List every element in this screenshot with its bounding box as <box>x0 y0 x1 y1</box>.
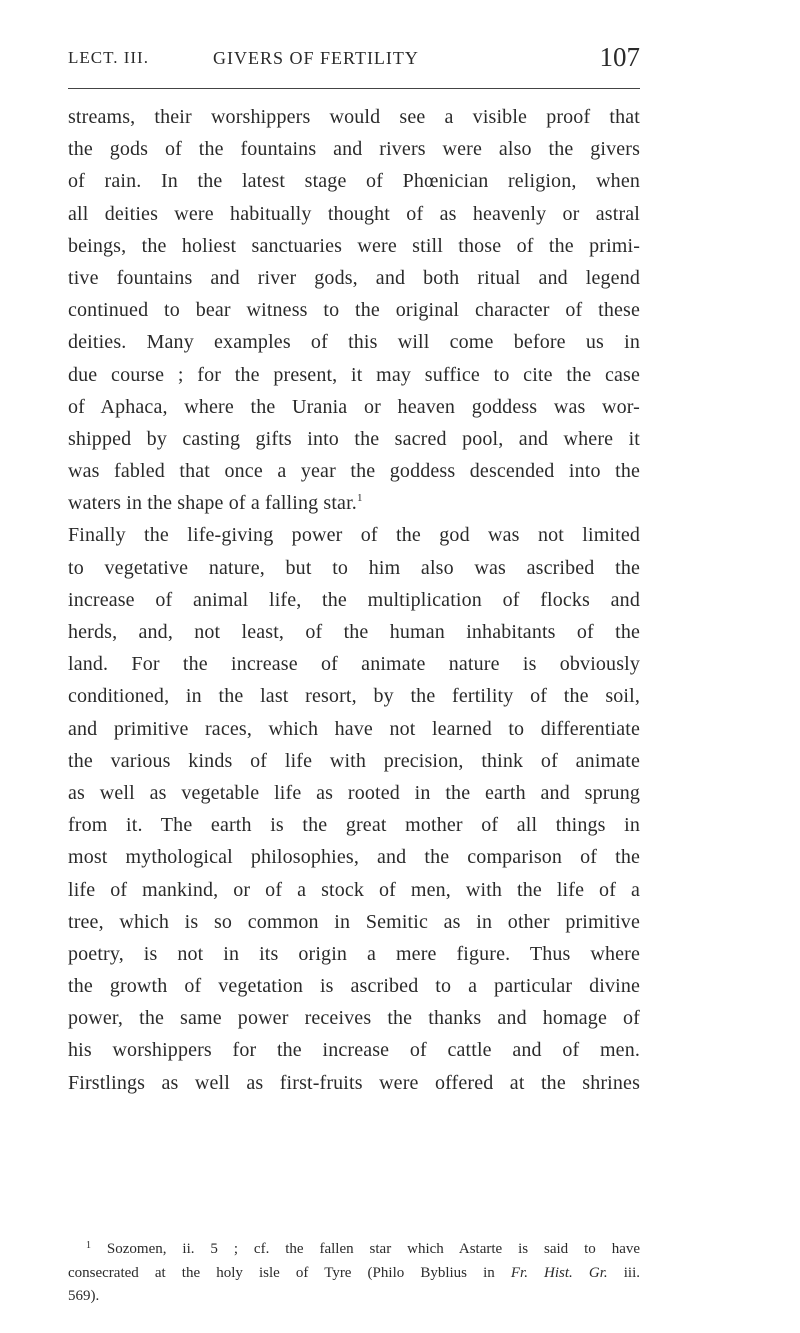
text-line: beings, the holiest sanctuaries were still those of the primi- <box>68 234 640 257</box>
running-head <box>68 42 640 78</box>
text-line: of rain. In the latest stage of Phœnician religion, when <box>68 170 640 193</box>
text-line: the various kinds of life with precision, think of animate <box>68 749 640 772</box>
text-line: increase of animal life, the multiplication of flocks and <box>68 588 640 611</box>
text-line: land. For the increase of animate nature is obviously <box>68 653 640 676</box>
footnote-mark: 1 <box>86 1240 91 1251</box>
footnote-reference[interactable]: 1 <box>356 492 363 505</box>
text-line: life of mankind, or of a stock of men, with the life of a <box>68 878 640 901</box>
text-line: all deities were habitually thought of as heavenly or astral <box>68 202 640 225</box>
text-line: to vegetative nature, but to him also was ascribed the <box>68 556 640 579</box>
footnotes <box>68 1238 640 1309</box>
text-line: power, the same power receives the thanks and homage of <box>68 1007 640 1030</box>
text-line <box>68 487 640 519</box>
text-line: herds, and, not least, of the human inhabitants of the <box>68 621 640 643</box>
text-line: of Aphaca, where the Urania or heaven goddess was wor- <box>68 395 640 418</box>
body-text <box>68 101 640 1099</box>
text-line: and primitive races, which have not learned to differentiate <box>68 717 640 740</box>
page-number: 107 <box>599 42 640 72</box>
footnote-line <box>68 1238 640 1262</box>
text-line: Finally the life-giving power of the god was not limited <box>68 524 640 547</box>
header-rule <box>68 88 640 89</box>
text-line-content: waters in the shape of a falling star. <box>68 492 357 515</box>
text-line: deities. Many examples of this will come before us in <box>68 331 640 354</box>
running-head-title: GIVERS OF FERTILITY <box>213 48 419 68</box>
text-line: the growth of vegetation is ascribed to a particular divine <box>68 975 640 998</box>
text-line: continued to bear witness to the original character of these <box>68 299 640 322</box>
running-head-lecture: LECT. III. <box>68 48 149 67</box>
text-line: tive fountains and river gods, and both ritual and legend <box>68 266 640 289</box>
text-line: was fabled that once a year the goddess descended into the <box>68 460 640 483</box>
text-line: his worshippers for the increase of cattle and of men. <box>68 1039 640 1062</box>
text-line: streams, their worshippers would see a visible proof that <box>68 106 640 128</box>
text-line: Firstlings as well as first-fruits were offered at the shrines <box>68 1071 640 1094</box>
footnote-text: Sozomen, ii. 5 ; cf. the fallen star which Astarte is said to have <box>106 1241 641 1257</box>
text-line: from it. The earth is the great mother of all things in <box>68 814 640 837</box>
text-line: as well as vegetable life as rooted in the earth and sprung <box>68 781 640 804</box>
text-line: due course ; for the present, it may suffice to cite the case <box>68 363 640 386</box>
text-line: most mythological philosophies, and the comparison of the <box>68 846 640 869</box>
text-line: the gods of the fountains and rivers were also the givers <box>68 138 640 161</box>
footnote-text: consecrated at the holy isle of Tyre (Philo Byblius in <box>68 1264 511 1281</box>
footnote-line <box>68 1262 640 1286</box>
footnote-citation: Fr. Hist. Gr. <box>510 1264 608 1281</box>
footnote-text: iii. <box>607 1264 640 1281</box>
footnote-line: 569). <box>68 1288 100 1304</box>
text-line: poetry, is not in its origin a mere figure. Thus where <box>68 942 640 965</box>
text-line: shipped by casting gifts into the sacred pool, and where it <box>68 427 640 450</box>
text-line: conditioned, in the last resort, by the fertility of the soil, <box>68 685 640 708</box>
text-line: tree, which is so common in Semitic as in other primitive <box>68 910 640 933</box>
